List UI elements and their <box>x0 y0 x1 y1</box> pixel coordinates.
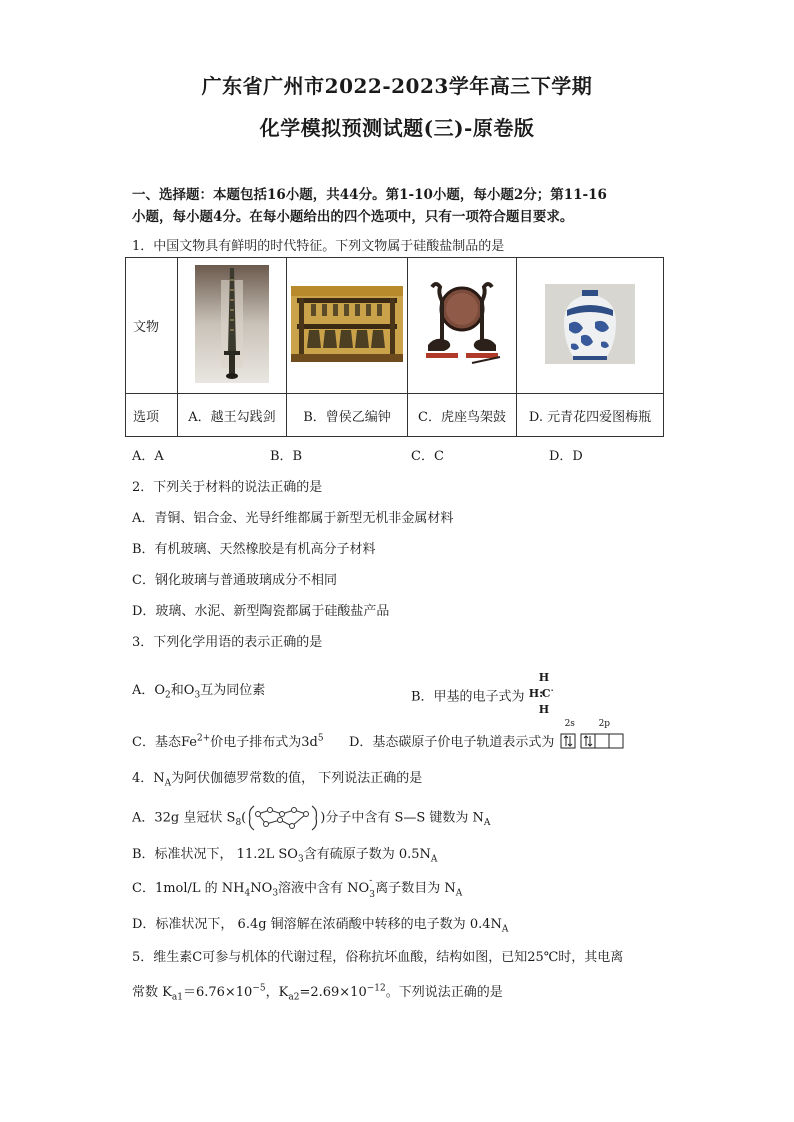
title-line-1: 广东省广州市2022-2023学年高三下学期 <box>201 74 593 98</box>
q4-stem <box>132 767 422 789</box>
orbital-diagram <box>559 718 629 752</box>
q4-c-sub4: A <box>455 888 463 899</box>
title-line-2: 化学模拟预测试题(三)-原卷版 <box>259 116 535 140</box>
q5-line2 <box>132 981 503 1003</box>
q4-c-sup: - <box>369 875 373 886</box>
q5-l2-mid2: ，K <box>265 985 289 1000</box>
q3-stem: 3．下列化学用语的表示正确的是 <box>132 635 323 650</box>
q4-c-post: 离子数目为 N <box>375 881 456 896</box>
option-cell-d: D. 元青花四爱图梅瓶 <box>517 394 664 437</box>
q4-a-sub: 8 <box>235 818 242 829</box>
q4-stem-text: 4．N <box>132 771 165 786</box>
section-heading-line2: 小题，每小题4分。在每小题给出的四个选项中，只有一项符合题目要求。 <box>132 209 574 225</box>
q4-b-sub: 3 <box>297 854 304 865</box>
option-cell-b: B．曾侯乙编钟 <box>287 394 408 437</box>
q1-answer-d: D．D <box>549 449 583 464</box>
q2-stem: 2．下列关于材料的说法正确的是 <box>132 480 323 495</box>
q4-option-a <box>132 804 490 832</box>
q4-option-b <box>132 843 437 865</box>
q4-c-sub3: 3 <box>369 889 375 900</box>
q3-d-text: D．基态碳原子价电子轨道表示式为 <box>349 735 555 750</box>
q4-c-mid2: 溶液中含有 NO <box>278 881 370 896</box>
q3-option-b <box>411 671 555 716</box>
vase-image-cell <box>517 258 664 394</box>
q4-option-c <box>132 877 462 899</box>
q1-stem: 1．中国文物具有鲜明的时代特征。下列文物属于硅酸盐制品的是 <box>132 239 505 254</box>
q3-c-sup: 2+ <box>196 733 211 744</box>
bells-image <box>291 286 403 362</box>
q4-stem-post: 为阿伏伽德罗常数的值， 下列说法正确的是 <box>171 771 423 786</box>
q3-a-post: 互为同位素 <box>200 683 266 698</box>
vase-image <box>545 284 635 364</box>
q4-b-text: B．标准状况下， 11.2L SO <box>132 847 298 862</box>
q5-l2-text: 常数 K <box>132 985 172 1000</box>
q4-a-text: A．32g 皇冠状 S <box>132 810 236 826</box>
methyl-electron-formula: H H: C · H <box>528 671 554 716</box>
q4-a-open: ( <box>241 810 247 826</box>
q4-stem-sub: A <box>164 778 172 789</box>
q4-c-text: C．1mol/L 的 NH <box>132 881 245 896</box>
q1-answer-a: A．A <box>132 449 164 464</box>
q4-c-sub1: 4 <box>244 888 251 899</box>
methyl-h-bottom: H <box>538 703 550 716</box>
q3-c-sup2: 5 <box>317 733 324 744</box>
q5-l2-sub1: a1 <box>171 992 183 1003</box>
orbital-boxes <box>559 733 629 749</box>
q4-option-d <box>132 913 508 935</box>
q4-b-post: 含有硫原子数为 0.5N <box>303 847 431 862</box>
sword-image-cell <box>178 258 287 394</box>
methyl-h-left: H: <box>528 687 544 700</box>
orbital-2s-label: 2s <box>564 718 575 729</box>
q4-d-text: D．标准状况下， 6.4g 铜溶解在浓硝酸中转移的电子数为 0.4N <box>132 917 502 932</box>
q3-option-c <box>132 731 324 750</box>
q4-a-sub2: A <box>483 818 491 829</box>
crown-s8-structure <box>248 804 318 832</box>
row-label-relic: 文物 <box>126 258 178 394</box>
q1-answer-b: B．B <box>270 449 303 464</box>
q5-line1: 5．维生素C可参与机体的代谢过程，俗称抗坏血酸，结构如图，已知25℃时，其电离 <box>132 950 624 965</box>
relics-table <box>125 257 664 437</box>
q3-c-text: C．基态Fe <box>132 735 197 750</box>
drum-image <box>420 279 504 369</box>
q5-l2-post: 。下列说法正确的是 <box>385 985 503 1000</box>
q5-l2-sup1: −5 <box>252 983 266 994</box>
row-label-option: 选项 <box>126 394 178 437</box>
orbital-2p-label: 2p <box>598 718 611 729</box>
q3-a-text: A．O <box>132 683 166 698</box>
q4-c-sub2: 3 <box>272 888 279 899</box>
q5-l2-mid3: =2.69×10 <box>299 985 367 1000</box>
drum-image-cell <box>408 258 517 394</box>
option-cell-a: A．越王勾践剑 <box>178 394 287 437</box>
q4-c-mid: NO <box>250 881 273 896</box>
section-heading-line1: 一、选择题：本题包括16小题，共44分。第1-10小题，每小题2分；第11-16 <box>132 187 607 203</box>
methyl-h-top: H <box>538 671 550 684</box>
q3-a-sub1: 2 <box>165 690 171 701</box>
q1-answer-c: C．C <box>411 449 444 464</box>
q2-option-c: C．钢化玻璃与普通玻璃成分不相同 <box>132 573 337 588</box>
q3-option-a <box>132 679 265 701</box>
q4-b-sub2: A <box>430 854 438 865</box>
q4-d-sub: A <box>501 924 509 935</box>
q5-l2-sub2: a2 <box>288 992 300 1003</box>
q5-l2-sup2: −12 <box>366 983 386 994</box>
sword-image <box>195 265 269 383</box>
methyl-c: C <box>541 687 551 700</box>
bells-image-cell <box>287 258 408 394</box>
q3-c-mid: 价电子排布式为3d <box>210 735 318 750</box>
q4-a-post: )分子中含有 S—S 键数为 N <box>320 810 484 826</box>
q3-b-text: B．甲基的电子式为 <box>411 689 525 705</box>
q5-l2-mid: ＝6.76×10 <box>182 985 253 1000</box>
q3-a-sub2: 3 <box>194 690 201 701</box>
q2-option-b: B．有机玻璃、天然橡胶是有机高分子材料 <box>132 542 376 557</box>
q3-a-mid: 和O <box>170 683 195 698</box>
q3-option-d <box>349 718 629 754</box>
q2-option-d: D．玻璃、水泥、新型陶瓷都属于硅酸盐产品 <box>132 604 390 619</box>
option-cell-c: C．虎座鸟架鼓 <box>408 394 517 437</box>
q2-option-a: A．青铜、铝合金、光导纤维都属于新型无机非金属材料 <box>132 511 454 526</box>
